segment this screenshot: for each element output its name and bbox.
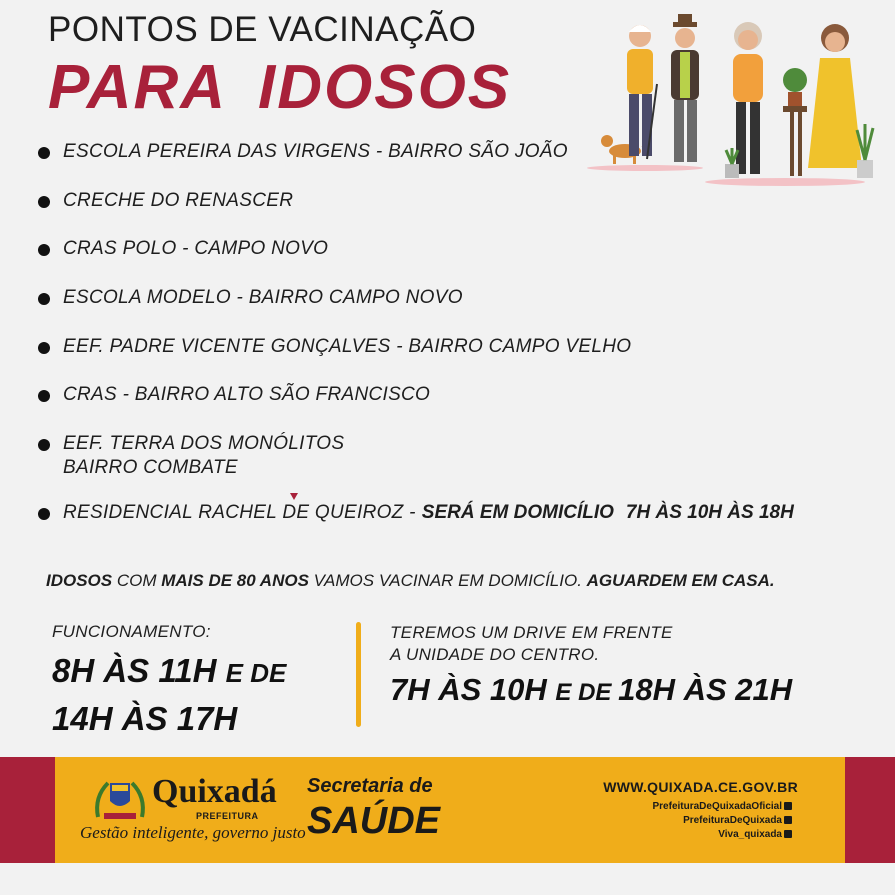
home-visit-hours: 7H ÀS 10H ÀS 18H	[625, 502, 794, 523]
bullet-icon	[38, 147, 50, 159]
bullet-icon	[38, 390, 50, 402]
location-name	[63, 501, 794, 525]
page-subtitle: PONTOS DE VACINAÇÃO	[48, 10, 477, 49]
social-links	[653, 800, 793, 842]
bullet-icon	[38, 196, 50, 208]
location-name	[63, 432, 344, 480]
facebook-link[interactable]: PrefeituraDeQuixadaOficial	[653, 800, 793, 814]
location-line1: RESIDENCIAL RACHEL DE QUEIROZ -	[63, 502, 416, 523]
drive-thru-hours: 7H ÀS 10H E DE 18H ÀS 21H	[390, 672, 793, 707]
facebook-icon	[784, 802, 792, 810]
opening-hours-label: FUNCIONAMENTO:	[52, 622, 211, 641]
location-line1: EEF. TERRA DOS MONÓLITOS	[63, 433, 345, 454]
quixada-crest-icon	[90, 777, 150, 825]
location-line2: BAIRRO COMBATE	[63, 457, 238, 478]
drive-thru-description: TEREMOS UM DRIVE EM FRENTE A UNIDADE DO CENTRO.	[390, 623, 673, 664]
list-item	[38, 335, 631, 359]
location-name: ESCOLA PEREIRA DAS VIRGENS - BAIRRO SÃO JOÃO	[63, 141, 568, 162]
location-name: CRAS - BAIRRO ALTO SÃO FRANCISCO	[63, 384, 431, 405]
location-name: CRAS POLO - CAMPO NOVO	[63, 238, 329, 259]
department-label: Secretaria de	[307, 775, 433, 797]
bullet-icon	[38, 293, 50, 305]
location-name: CRECHE DO RENASCER	[63, 190, 294, 211]
page-title: PARA IDOSOS	[48, 53, 512, 122]
instagram-icon	[784, 816, 792, 824]
divider	[356, 622, 361, 727]
drive-thru-info	[390, 622, 792, 708]
instagram-icon	[784, 830, 792, 838]
elderly-people-illustration	[585, 14, 890, 189]
bullet-icon	[38, 508, 50, 520]
instagram-link-2[interactable]: Viva_quixada	[653, 828, 793, 842]
brand-subtitle: PREFEITURA	[196, 811, 259, 821]
home-vaccination-notice: IDOSOS COM MAIS DE 80 ANOS VAMOS VACINAR EM DOMICÍLIO. AGUARDEM EM CASA.	[46, 571, 775, 590]
list-item	[38, 237, 328, 261]
list-item	[38, 286, 463, 310]
location-name: EEF. PADRE VICENTE GONÇALVES - BAIRRO CAMPO VELHO	[63, 336, 632, 357]
location-name: ESCOLA MODELO - BAIRRO CAMPO NOVO	[63, 287, 463, 308]
bullet-icon	[38, 439, 50, 451]
list-item	[38, 189, 293, 213]
list-item	[38, 432, 344, 480]
list-item	[38, 140, 568, 164]
home-visit-note: SERÁ EM DOMICÍLIO	[421, 502, 614, 523]
brand-name: Quixadá	[152, 773, 277, 810]
instagram-link[interactable]: PrefeituraDeQuixada	[653, 814, 793, 828]
list-item	[38, 383, 430, 407]
decorative-mark	[290, 493, 298, 500]
bullet-icon	[38, 244, 50, 256]
bullet-icon	[38, 342, 50, 354]
department-name: SAÚDE	[307, 800, 441, 842]
list-item	[38, 501, 794, 525]
brand-slogan: Gestão inteligente, governo justo	[80, 823, 306, 842]
opening-hours-times: 8H ÀS 11H E DE 14H ÀS 17H	[52, 652, 287, 737]
opening-hours	[52, 622, 286, 742]
website-link[interactable]: WWW.QUIXADA.CE.GOV.BR	[603, 779, 798, 795]
